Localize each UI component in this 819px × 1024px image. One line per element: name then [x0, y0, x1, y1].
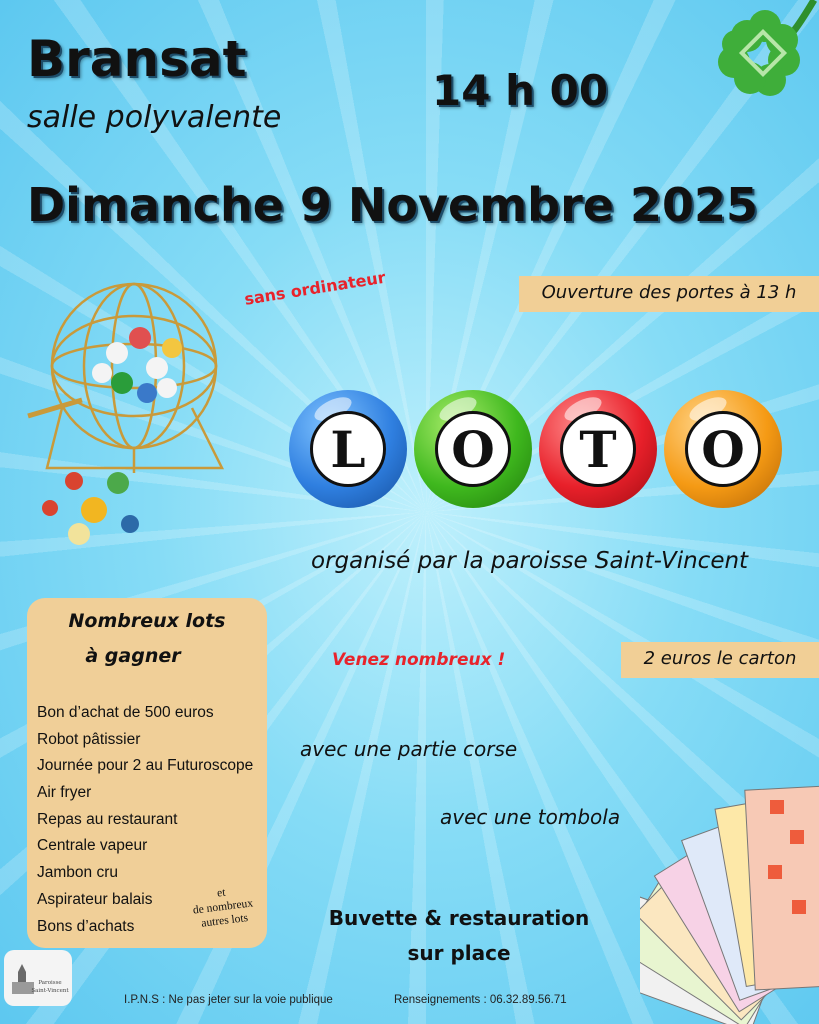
more-prizes-line2: de nombreux [192, 897, 254, 917]
prizes-title-line2: à gagner [85, 645, 181, 667]
loto-letter-l: L [310, 411, 386, 487]
town-title: Bransat [27, 30, 247, 88]
parish-logo [4, 950, 72, 1006]
price-tag: 2 euros le carton [621, 642, 819, 678]
ipns-footer: I.P.N.S : Ne pas jeter sur la voie publique [124, 994, 333, 1006]
prize-item: Bon d’achat de 500 euros [37, 704, 214, 721]
loto-ball-o2 [664, 390, 782, 508]
prize-item: Robot pâtissier [37, 730, 141, 748]
four-leaf-clover-icon [712, 0, 819, 110]
loto-ball-l [289, 390, 407, 508]
prize-item: Repas au restaurant [37, 810, 178, 828]
contact-footer: Renseignements : 06.32.89.56.71 [394, 994, 567, 1006]
tombola-text: avec une tombola [440, 805, 621, 829]
prizes-panel [27, 598, 267, 948]
loto-ball-o1 [414, 390, 532, 508]
logo-text-line1: Paroisse [38, 980, 62, 986]
prizes-title-line1: Nombreux lots [68, 610, 226, 632]
buvette-line2: sur place [407, 941, 511, 965]
prize-item: Aspirateur balais [37, 890, 153, 908]
logo-text-line2: Saint-Vincent [31, 988, 69, 994]
no-computer-note: sans ordinateur [243, 267, 387, 309]
prize-item: Centrale vapeur [37, 837, 148, 855]
prize-item: Jambon cru [37, 864, 118, 882]
organizer-text: organisé par la paroisse Saint-Vincent [311, 548, 749, 574]
date-title: Dimanche 9 Novembre 2025 [27, 178, 758, 232]
time-text: 14 h 00 [432, 66, 609, 115]
buvette-line1: Buvette & restauration [328, 906, 590, 930]
bingo-cards-illustration [640, 770, 819, 1024]
lottery-drum-illustration [22, 278, 232, 548]
come-many-note: Venez nombreux ! [332, 650, 506, 670]
prize-item: Air fryer [37, 784, 92, 802]
more-prizes-line1: et [216, 886, 227, 900]
corse-text: avec une partie corse [300, 737, 518, 761]
prize-item: Bons d’achats [37, 917, 135, 935]
loto-letter-o2: O [685, 411, 761, 487]
venue-text: salle polyvalente [27, 100, 282, 135]
prize-item: Journée pour 2 au Futuroscope [37, 757, 254, 775]
loto-letter-t: T [560, 411, 636, 487]
doors-open-tag: Ouverture des portes à 13 h [519, 276, 819, 312]
more-prizes-line3: autres lots [200, 912, 249, 930]
loto-letter-o1: O [435, 411, 511, 487]
loto-ball-t [539, 390, 657, 508]
